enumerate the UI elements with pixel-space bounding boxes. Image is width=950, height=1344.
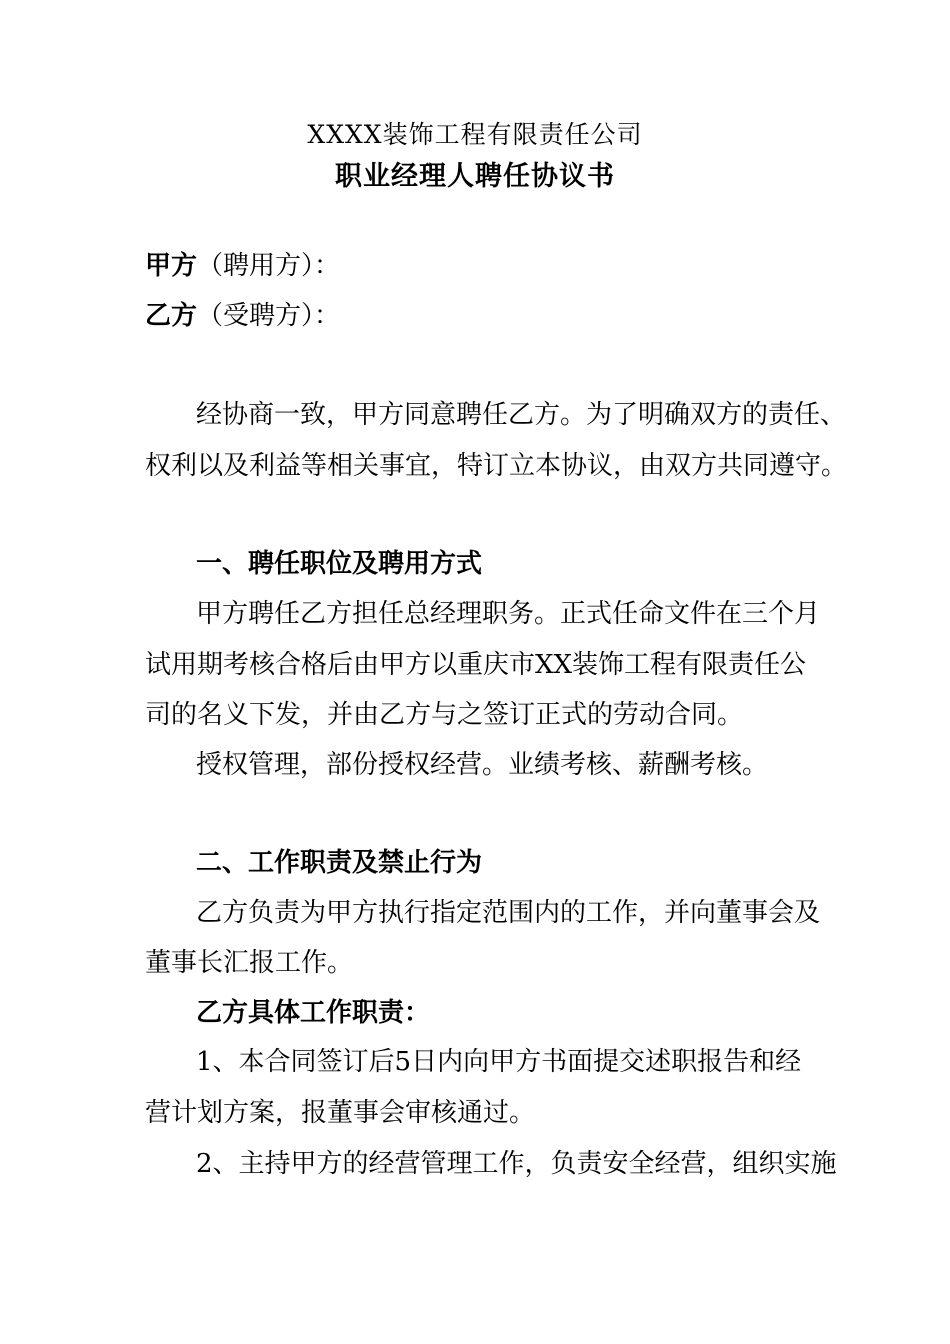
duty-item-1-line-2: 营计划方案，报董事会审核通过。 xyxy=(145,1098,536,1128)
section-1-heading: 一、聘任职位及聘用方式 xyxy=(196,549,483,579)
section-2-subheading: 乙方具体工作职责： xyxy=(196,998,431,1028)
duty-item-2-line-1: 2、主持甲方的经营管理工作，负责安全经营，组织实施 xyxy=(196,1149,837,1179)
document-title: 职业经理人聘任协议书 xyxy=(335,161,615,192)
section-1-para-1-line-3: 司的名义下发，并由乙方与之签订正式的劳动合同。 xyxy=(145,700,744,730)
section-1-para-1-line-1: 甲方聘任乙方担任总经理职务。正式任命文件在三个月 xyxy=(196,599,821,629)
section-1-para-1-line-2: 试用期考核合格后由甲方以重庆市XX装饰工程有限责任公 xyxy=(145,650,807,680)
duty-item-1-line-1: 1、本合同签订后5日内向甲方书面提交述职报告和经 xyxy=(196,1047,802,1077)
intro-line-2: 权利以及利益等相关事宜，特订立本协议，由双方共同遵守。 xyxy=(145,451,848,481)
intro-line-1: 经协商一致，甲方同意聘任乙方。为了明确双方的责任、 xyxy=(196,400,847,430)
section-2-heading: 二、工作职责及禁止行为 xyxy=(196,848,483,878)
company-title: XXXX装饰工程有限责任公司 xyxy=(307,120,643,149)
section-2-para-1-line-1: 乙方负责为甲方执行指定范围内的工作，并向董事会及 xyxy=(196,898,821,928)
party-a-label: 甲方 xyxy=(145,251,198,281)
section-1-para-2: 授权管理，部份授权经营。业绩考核、薪酬考核。 xyxy=(196,750,769,780)
section-2-para-1-line-2: 董事长汇报工作。 xyxy=(145,948,354,978)
party-b-line xyxy=(145,299,340,333)
party-a-line xyxy=(145,249,340,283)
party-a-role: （聘用方）： xyxy=(197,251,341,281)
party-b-role: （受聘方）： xyxy=(197,301,341,331)
party-b-label: 乙方 xyxy=(145,301,198,331)
